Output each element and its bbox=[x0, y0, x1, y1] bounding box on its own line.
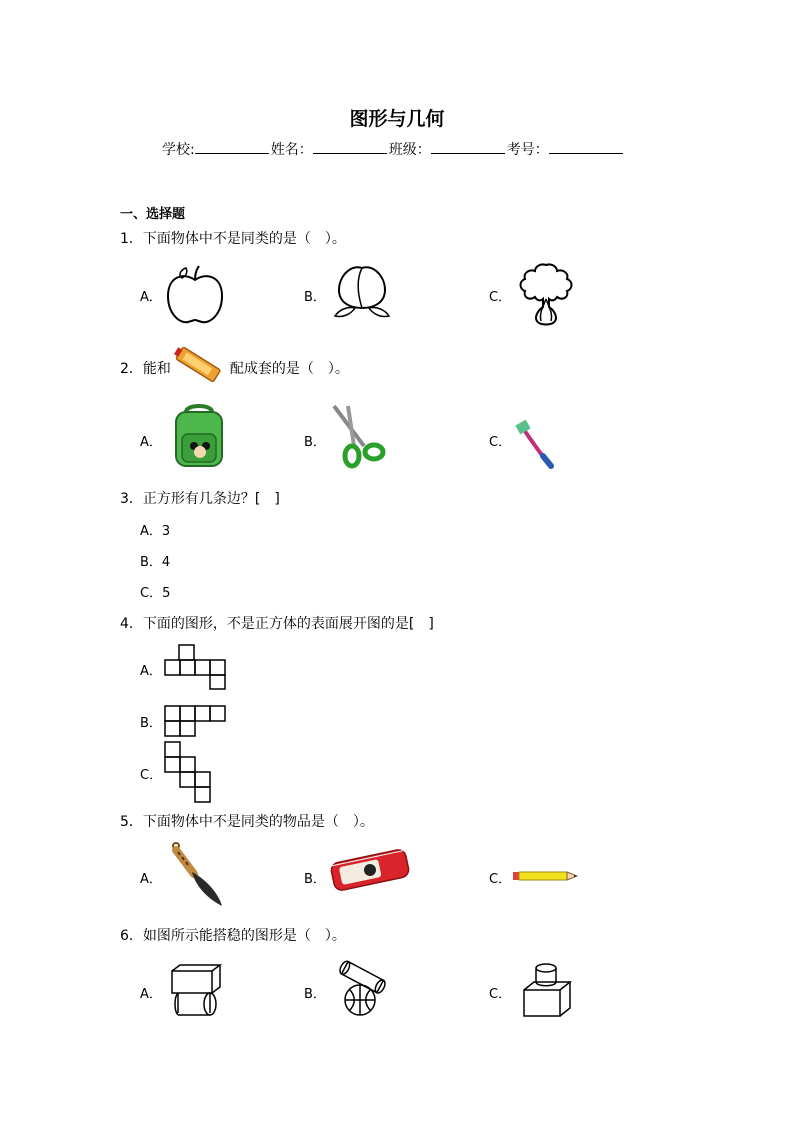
section-heading: 一、选择题 bbox=[120, 207, 186, 222]
pencil-icon bbox=[513, 870, 579, 882]
q6-option-c[interactable]: C． bbox=[489, 987, 512, 1002]
q2-option-b[interactable]: B． bbox=[304, 435, 326, 450]
question-5-stem: 5．下面物体中不是同类的物品是（ ）。 bbox=[120, 814, 374, 830]
q3-option-c[interactable]: C．5 bbox=[140, 586, 171, 601]
q2-option-a[interactable]: A． bbox=[140, 435, 162, 450]
q5-option-b[interactable]: B． bbox=[304, 872, 326, 887]
q3-option-a[interactable]: A．3 bbox=[140, 524, 171, 539]
question-3-stem: 3．正方形有几条边？[ ] bbox=[120, 491, 280, 507]
cabbage-outline-icon bbox=[515, 261, 577, 327]
q4-option-b[interactable]: B． bbox=[140, 716, 162, 731]
cube-on-cylinder-icon bbox=[170, 963, 222, 1017]
cylinder-on-ball-icon bbox=[336, 962, 388, 1018]
question-6-stem: 6．如图所示能搭稳的图形是（ ）。 bbox=[120, 928, 346, 944]
backpack-icon bbox=[166, 402, 232, 470]
name-label: 姓名： bbox=[270, 142, 313, 158]
q2-stem-pre: 2．能和 bbox=[120, 361, 171, 377]
school-blank[interactable] bbox=[195, 139, 269, 154]
cube-net-a-icon bbox=[164, 644, 226, 690]
number-blank[interactable] bbox=[549, 139, 623, 154]
scissors-icon bbox=[330, 404, 386, 470]
apple-outline-icon bbox=[164, 262, 226, 326]
question-1-stem: 1．下面物体中不是同类的是（ ）。 bbox=[120, 231, 346, 247]
class-label: 班级： bbox=[388, 142, 431, 158]
q6-option-b[interactable]: B． bbox=[304, 987, 326, 1002]
school-label: 学校: bbox=[162, 142, 195, 158]
toothbrush-icon bbox=[515, 418, 559, 470]
class-blank[interactable] bbox=[431, 139, 505, 154]
question-4-stem: 4．下面的图形，不是正方体的表面展开图的是[ ] bbox=[120, 616, 434, 632]
q2-option-c[interactable]: C． bbox=[489, 435, 512, 450]
brush-pen-icon bbox=[164, 842, 226, 908]
q5-option-c[interactable]: C． bbox=[489, 872, 512, 887]
student-info-line bbox=[162, 139, 625, 159]
page-title: 图形与几何 bbox=[349, 108, 445, 130]
q1-option-c[interactable]: C． bbox=[489, 290, 512, 305]
question-2-stem bbox=[120, 358, 349, 378]
number-label: 考号： bbox=[506, 142, 549, 158]
q6-option-a[interactable]: A． bbox=[140, 987, 162, 1002]
toothpaste-icon bbox=[172, 344, 226, 386]
cube-net-c-icon bbox=[164, 741, 212, 803]
q5-option-a[interactable]: A． bbox=[140, 872, 162, 887]
q1-option-b[interactable]: B． bbox=[304, 290, 326, 305]
q4-option-c[interactable]: C． bbox=[140, 768, 163, 783]
q3-option-b[interactable]: B．4 bbox=[140, 555, 171, 570]
cube-net-b-icon bbox=[164, 705, 226, 737]
name-blank[interactable] bbox=[313, 139, 387, 154]
q2-stem-post: 配成套的是（ ）。 bbox=[229, 361, 349, 377]
cylinder-on-cube-icon bbox=[522, 962, 572, 1018]
pencil-case-icon bbox=[330, 848, 410, 892]
q4-option-a[interactable]: A． bbox=[140, 664, 162, 679]
q1-option-a[interactable]: A． bbox=[140, 290, 162, 305]
peach-outline-icon bbox=[333, 262, 391, 322]
